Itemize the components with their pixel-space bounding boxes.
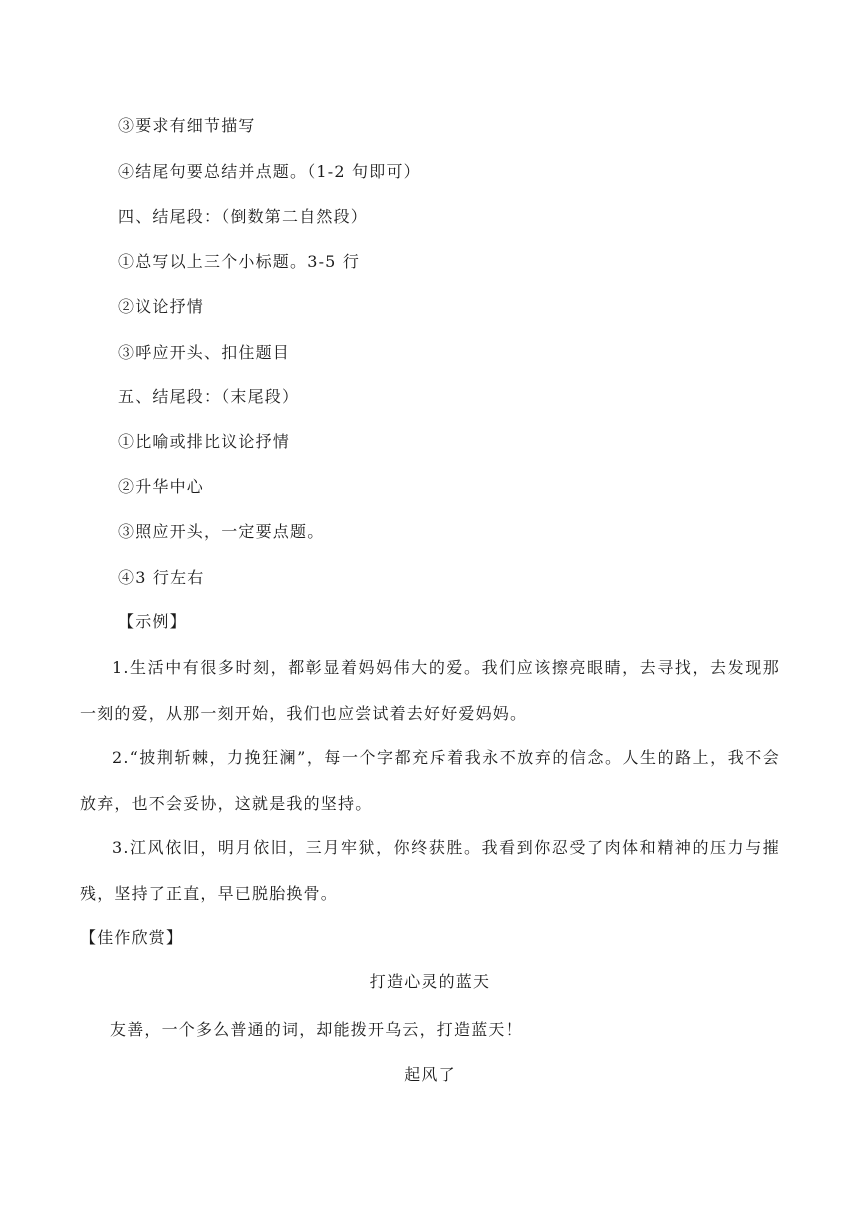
example-paragraph: 3.江风依旧，明月依旧，三月牢狱，你终获胜。我看到你忍受了肉体和精神的压力与摧残，坚持了正直，早已脱胎换骨。 <box>80 838 780 903</box>
essay-subtitle: 起风了 <box>404 1065 456 1084</box>
example-paragraph: 1.生活中有很多时刻，都彰显着妈妈伟大的爱。我们应该擦亮眼睛，去寻找，去发现那一刻的爱，从那一刻开始，我们也应尝试着去好好爱妈妈。 <box>80 658 780 723</box>
outline-item: ②升华中心 <box>118 477 205 496</box>
outline-item: ②议论抒情 <box>118 297 205 316</box>
appreciation-heading: 【佳作欣赏】 <box>80 928 184 947</box>
essay-intro: 友善，一个多么普通的词，却能拨开乌云，打造蓝天！ <box>110 1020 523 1039</box>
outline-item: ③照应开头，一定要点题。 <box>118 522 325 541</box>
outline-item: ③呼应开头、扣住题目 <box>118 343 291 362</box>
outline-item: ①总写以上三个小标题。3-5 行 <box>118 252 361 271</box>
section-heading: 四、结尾段：（倒数第二自然段） <box>118 207 369 226</box>
section-heading: 五、结尾段：（末尾段） <box>118 387 300 406</box>
examples-heading: 【示例】 <box>118 612 187 631</box>
outline-item: ④结尾句要总结并点题。（1-2 句即可） <box>118 162 421 181</box>
outline-item: ①比喻或排比议论抒情 <box>118 432 291 451</box>
outline-item: ④3 行左右 <box>118 568 205 587</box>
example-paragraph: 2.“披荆斩棘，力挽狂澜”，每一个字都充斥着我永不放弃的信念。人生的路上，我不会放弃，也不会妥协，这就是我的坚持。 <box>80 748 780 813</box>
outline-item: ③要求有细节描写 <box>118 116 256 135</box>
essay-title: 打造心灵的蓝天 <box>369 972 491 991</box>
